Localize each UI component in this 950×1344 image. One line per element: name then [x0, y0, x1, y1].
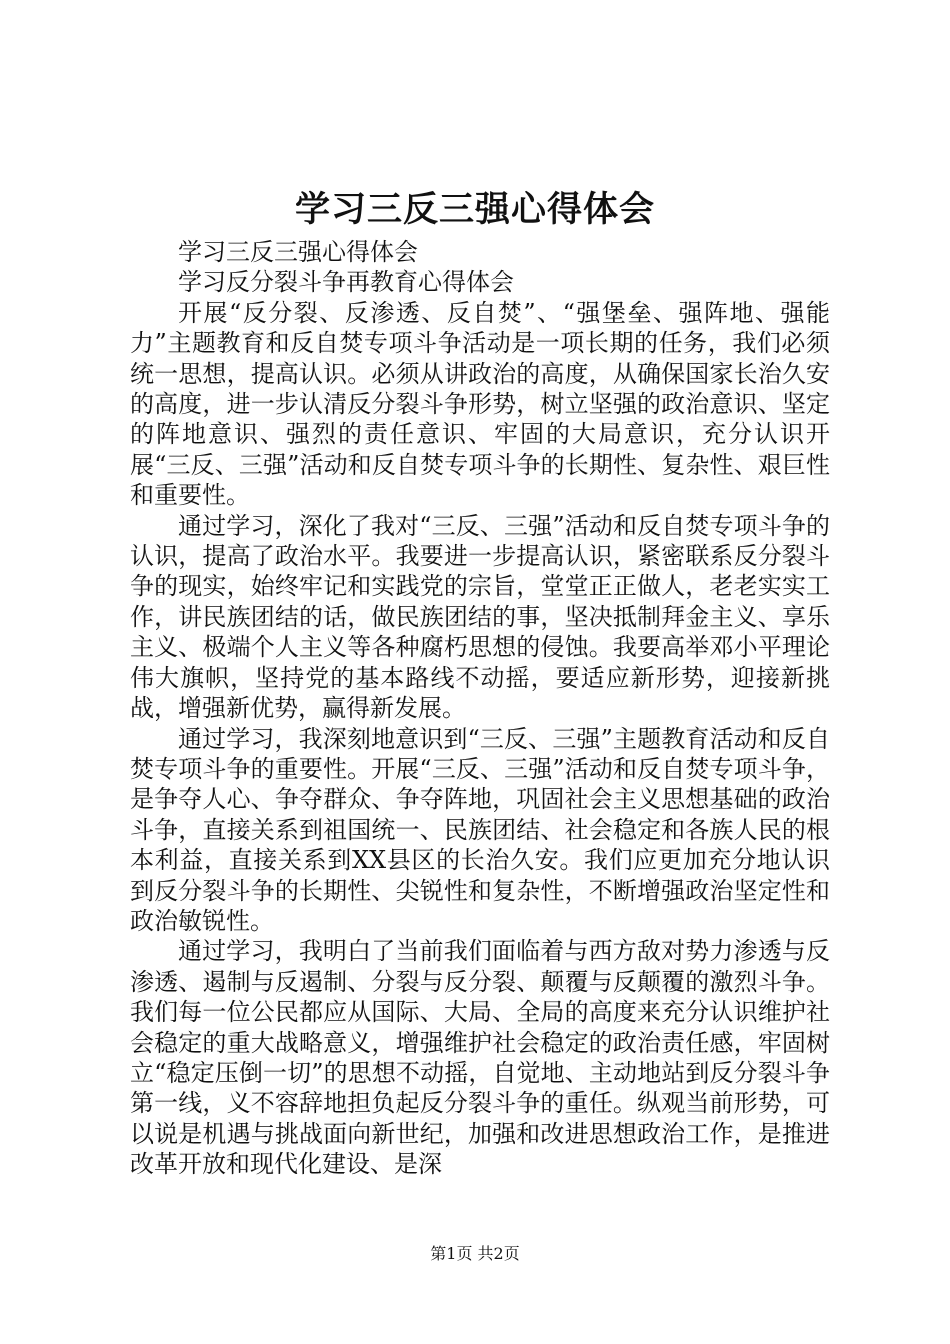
- paragraph: 通过学习，我深刻地意识到“三反、三强”主题教育活动和反自焚专项斗争的重要性。开展“三反、三强”活动和反自焚专项斗争，是争夺人心、争夺群众、争夺阵地，巩固社会主义思想基础的政治斗争，直接关系到祖国统一、民族团结、社会稳定和各族人民的根本利益，直接关系到XX县区的长治久安。我们应更加充分地认识到反分裂斗争的长期性、尖锐性和复杂性，不断增强政治坚定性和政治敏锐性。: [130, 724, 830, 935]
- document-body: [130, 237, 830, 1180]
- paragraph-heading: 学习反分裂斗争再教育心得体会: [178, 268, 514, 297]
- paragraph: 开展“反分裂、反渗透、反自焚”、“强堡垒、强阵地、强能力”主题教育和反自焚专项斗争活动是一项长期的任务，我们必须统一思想，提高认识。必须从讲政治的高度，从确保国家长治久安的高度，进一步认清反分裂斗争形势，树立坚强的政治意识、坚定的阵地意识、强烈的责任意识、牢固的大局意识，充分认识开展“三反、三强”活动和反自焚专项斗争的长期性、复杂性、艰巨性和重要性。: [130, 298, 830, 510]
- page-footer: 第1页 共2页: [430, 1244, 520, 1263]
- document-title: 学习三反三强心得体会: [294, 189, 655, 230]
- paragraph: 通过学习，深化了我对“三反、三强”活动和反自焚专项斗争的认识，提高了政治水平。我要进一步提高认识，紧密联系反分裂斗争的现实，始终牢记和实践党的宗旨，堂堂正正做人，老老实实工作，讲民族团结的话，做民族团结的事，坚决抵制拜金主义、享乐主义、极端个人主义等各种腐朽思想的侵蚀。我要高举邓小平理论伟大旗帜，坚持党的基本路线不动摇，要适应新形势，迎接新挑战，增强新优势，赢得新发展。: [130, 511, 830, 723]
- paragraph-subtitle: 学习三反三强心得体会: [178, 238, 418, 266]
- paragraph: 通过学习，我明白了当前我们面临着与西方敌对势力渗透与反渗透、遏制与反遏制、分裂与反分裂、颠覆与反颠覆的激烈斗争。我们每一位公民都应从国际、大局、全局的高度来充分认识维护社会稳定的重大战略意义，增强维护社会稳定的政治责任感，牢固树立“稳定压倒一切”的思想不动摇，自觉地、主动地站到反分裂斗争第一线，义不容辞地担负起反分裂斗争的重任。纵观当前形势，可以说是机遇与挑战面向新世纪，加强和改进思想政治工作，是推进改革开放和现代化建设、是深: [130, 937, 830, 1179]
